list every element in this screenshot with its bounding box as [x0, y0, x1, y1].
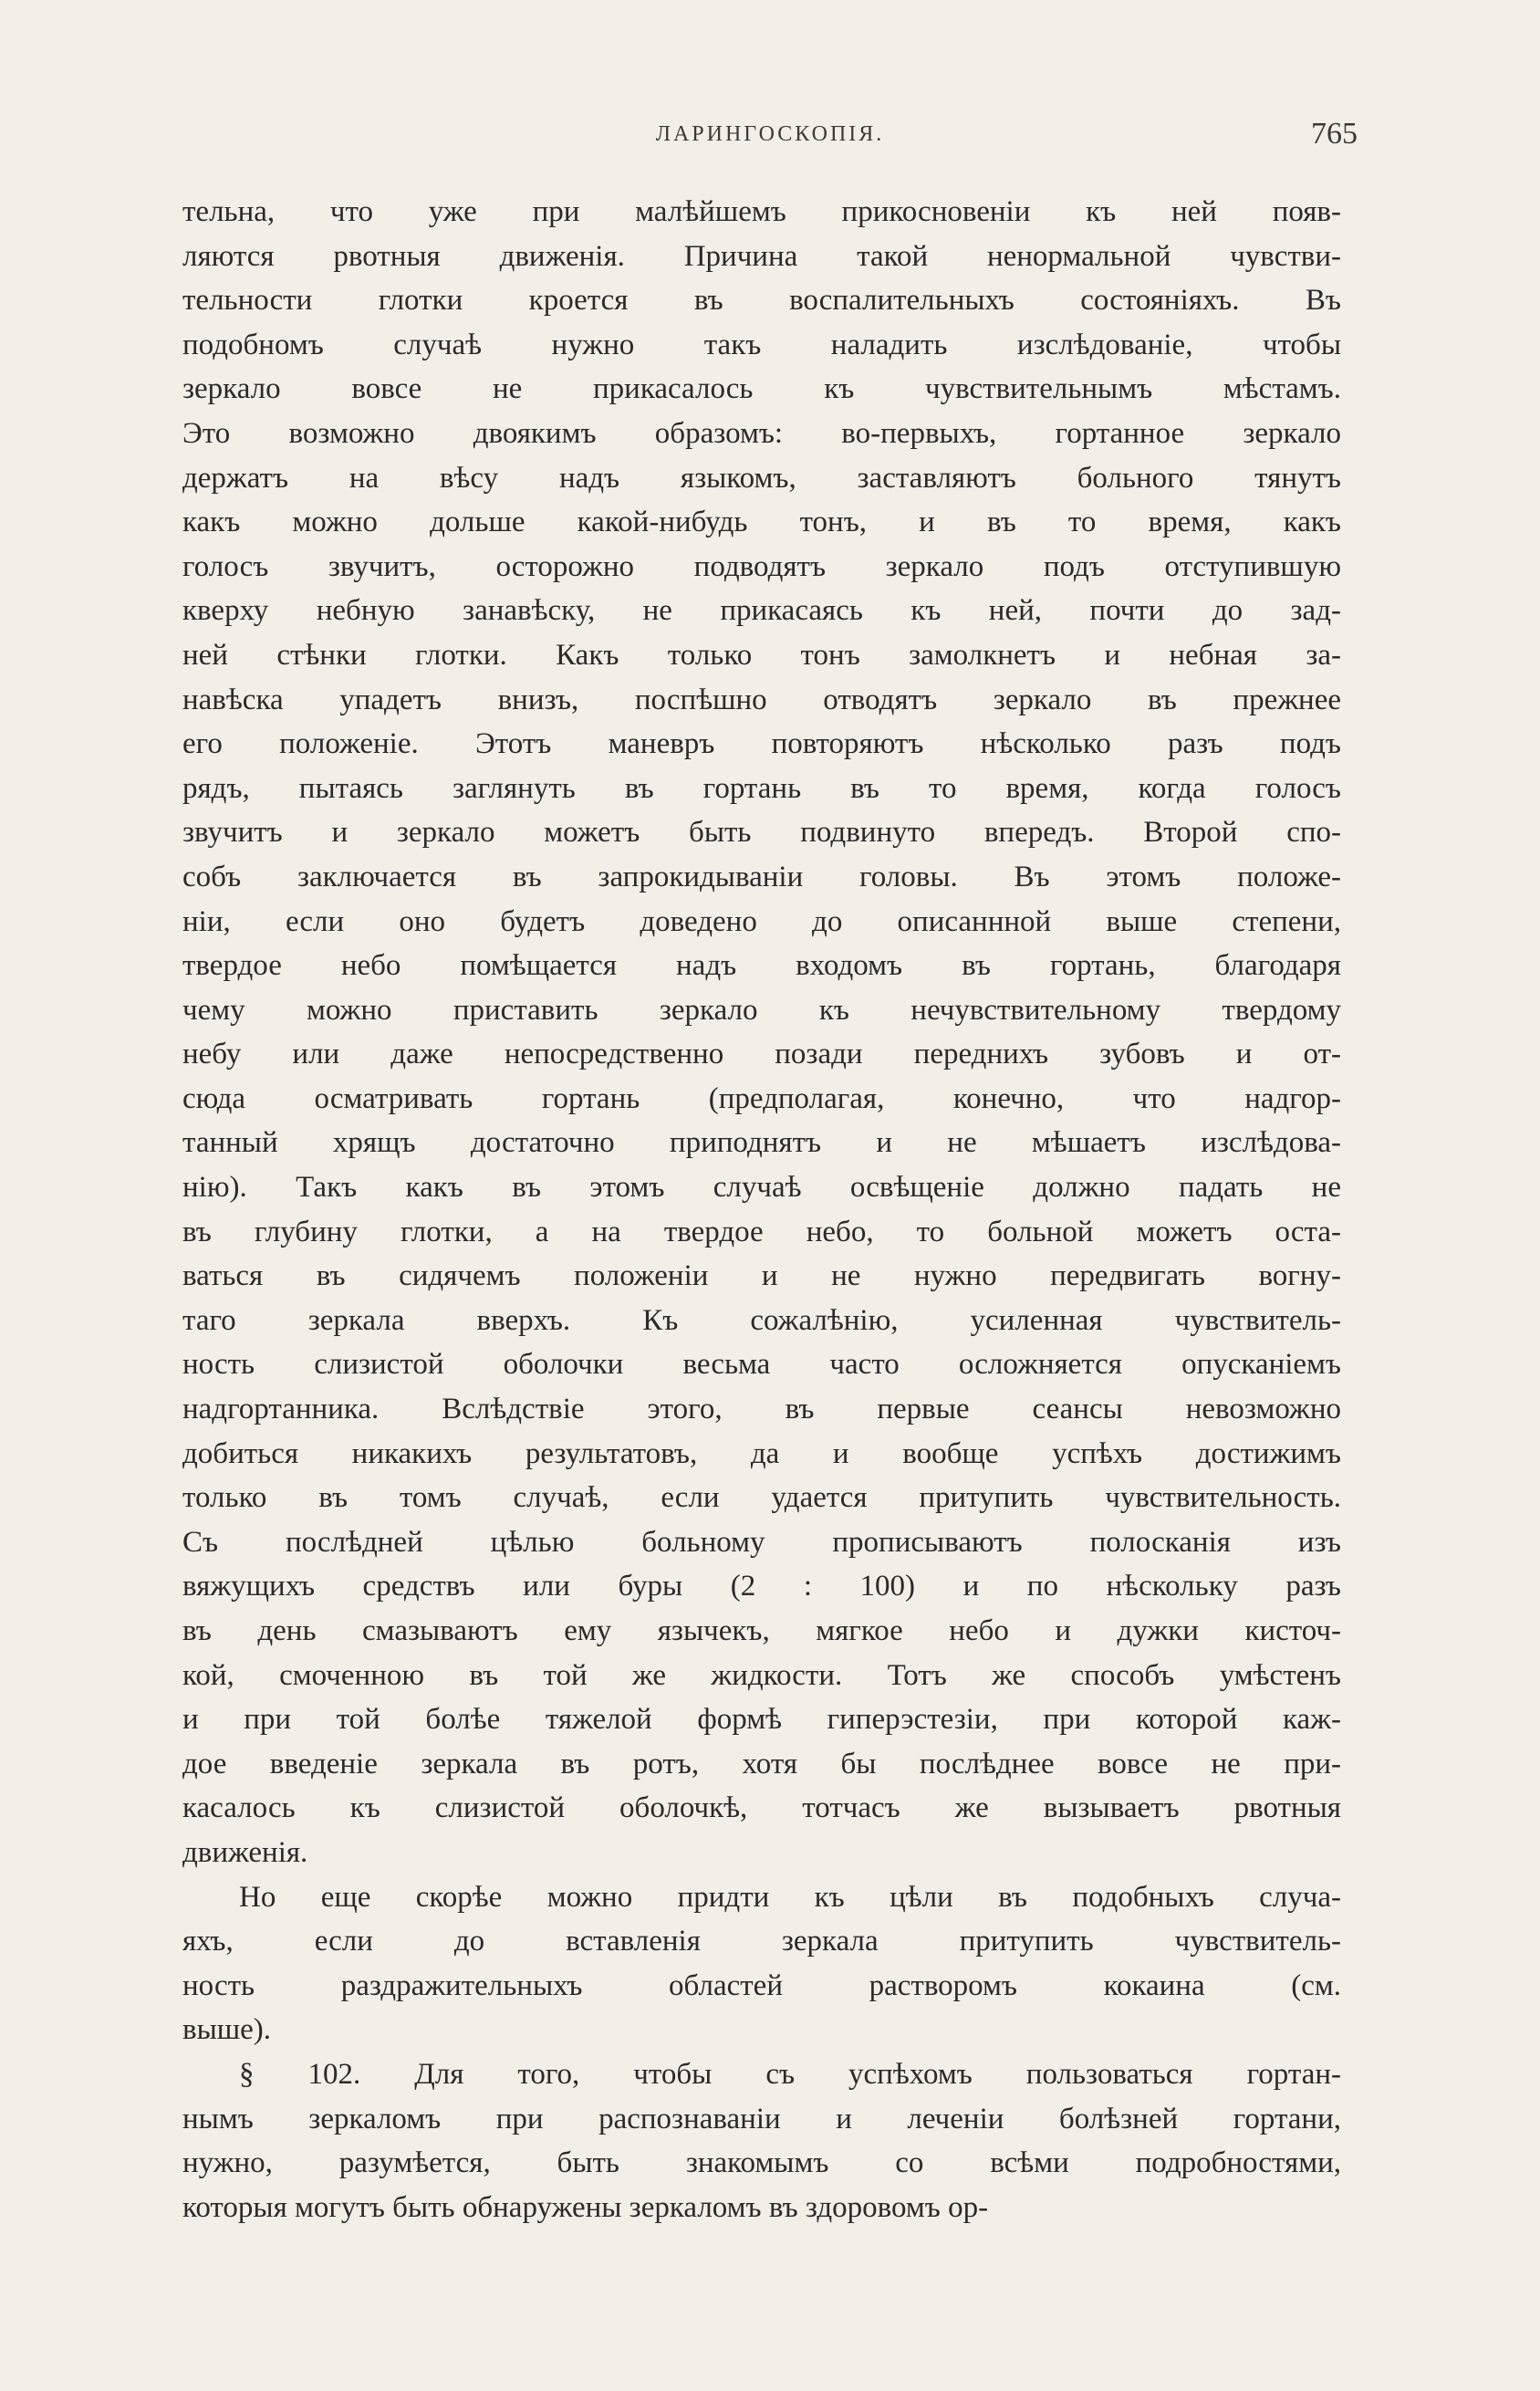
text-line: тельна, что уже при малѣйшемъ прикосновеніи къ ней появ-	[182, 195, 1341, 228]
paragraph	[182, 190, 1341, 1875]
text-line: въ день смазываютъ ему язычекъ, мягкое небо и дужки кисточ-	[182, 1614, 1341, 1647]
text-line: небу или даже непосредственно позади переднихъ зубовъ и от-	[182, 1038, 1341, 1071]
text-line: ность слизистой оболочки весьма часто осложняется опусканіемъ	[182, 1348, 1341, 1382]
text-line: подобномъ случаѣ нужно такъ наладить изслѣдованіе, чтобы	[182, 328, 1341, 361]
paragraph	[182, 2052, 1341, 2229]
text-line: нужно, разумѣется, быть знакомымъ со всѣми подробностями,	[182, 2146, 1341, 2180]
text-line: кверху небную занавѣску, не прикасаясь къ ней, почти до зад-	[182, 594, 1341, 628]
text-line: и при той болѣе тяжелой формѣ гиперэстезіи, при которой каж-	[182, 1703, 1341, 1737]
text-line: кой, смоченною въ той же жидкости. Тотъ же способъ умѣстенъ	[182, 1658, 1341, 1692]
running-head	[0, 117, 1540, 159]
text-line: ніи, если оно будетъ доведено до описаннной выше степени,	[182, 904, 1341, 938]
text-line: нію). Такъ какъ въ этомъ случаѣ освѣщеніе должно падать не	[182, 1171, 1341, 1205]
text-line: дое введеніе зеркала въ ротъ, хотя бы послѣднее вовсе не при-	[182, 1747, 1341, 1780]
text-line: яхъ, если до вставленія зеркала притупить чувствитель-	[182, 1925, 1341, 1958]
text-line: твердое небо помѣщается надъ входомъ въ гортань, благодаря	[182, 949, 1341, 983]
page-number: 765	[1311, 117, 1358, 151]
text-line: таго зеркала вверхъ. Къ сожалѣнію, усиленная чувствитель-	[182, 1303, 1341, 1337]
text-line: только въ томъ случаѣ, если удается притупить чувствительность.	[182, 1481, 1341, 1515]
text-line: навѣска упадетъ внизъ, поспѣшно отводятъ зеркало въ прежнее	[182, 683, 1341, 716]
text-line: голосъ звучитъ, осторожно подводятъ зеркало подъ отступившую	[182, 549, 1341, 583]
text-line: держатъ на вѣсу надъ языкомъ, заставляютъ больного тянутъ	[182, 461, 1341, 495]
text-line: ность раздражительныхъ областей растворомъ кокаина (см.	[182, 1968, 1341, 2002]
text-line: рядъ, пытаясь заглянуть въ гортань въ то время, когда голосъ	[182, 771, 1341, 805]
text-line: его положеніе. Этотъ маневръ повторяютъ нѣсколько разъ подъ	[182, 727, 1341, 761]
text-line: которыя могутъ быть обнаружены зеркаломъ въ здоровомъ ор-	[182, 2190, 989, 2224]
text-line: ней стѣнки глотки. Какъ только тонъ замолкнетъ и небная за-	[182, 638, 1341, 672]
text-line: Но еще скорѣе можно придти къ цѣли въ подобныхъ случа-	[239, 1880, 1341, 1914]
text-line: нымъ зеркаломъ при распознаваніи и леченіи болѣзней гортани,	[182, 2102, 1341, 2135]
body-text	[182, 190, 1341, 2229]
text-line: Съ послѣдней цѣлью больному прописываютъ полосканія изъ	[182, 1525, 1341, 1559]
text-line: собъ заключается въ запрокидываніи головы. Въ этомъ положе-	[182, 860, 1341, 893]
text-line: § 102. Для того, чтобы съ успѣхомъ пользоваться гортан-	[239, 2057, 1341, 2091]
text-line: сюда осматривать гортань (предполагая, конечно, что надгор-	[182, 1081, 1341, 1115]
paragraph	[182, 1875, 1341, 2052]
text-line: выше).	[182, 2013, 272, 2047]
text-line: ляются рвотныя движенія. Причина такой ненормальной чувстви-	[182, 239, 1341, 273]
text-line: касалось къ слизистой оболочкѣ, тотчасъ же вызываетъ рвотныя	[182, 1791, 1341, 1825]
text-line: зеркало вовсе не прикасалось къ чувствительнымъ мѣстамъ.	[182, 372, 1341, 406]
text-line: танный хрящъ достаточно приподнятъ и не мѣшаетъ изслѣдова-	[182, 1126, 1341, 1160]
text-line: Это возможно двоякимъ образомъ: во-первыхъ, гортанное зеркало	[182, 416, 1341, 450]
text-line: движенія.	[182, 1835, 308, 1869]
text-line: какъ можно дольше какой-нибудь тонъ, и въ то время, какъ	[182, 506, 1341, 539]
text-line: надгортанника. Вслѣдствіе этого, въ первые сеансы невозможно	[182, 1393, 1341, 1426]
running-title: ЛАРИНГОСКОПІЯ.	[655, 122, 885, 146]
text-line: звучитъ и зеркало можетъ быть подвинуто впередъ. Второй спо-	[182, 816, 1341, 850]
text-line: ваться въ сидячемъ положеніи и не нужно передвигать вогну-	[182, 1259, 1341, 1293]
text-line: чему можно приставить зеркало къ нечувствительному твердому	[182, 993, 1341, 1027]
text-line: добиться никакихъ результатовъ, да и вообще успѣхъ достижимъ	[182, 1436, 1341, 1470]
text-line: вяжущихъ средствъ или буры (2 : 100) и по нѣскольку разъ	[182, 1570, 1341, 1603]
text-line: тельности глотки кроется въ воспалительныхъ состояніяхъ. Въ	[182, 284, 1341, 318]
text-line: въ глубину глотки, а на твердое небо, то больной можетъ оста-	[182, 1215, 1341, 1248]
